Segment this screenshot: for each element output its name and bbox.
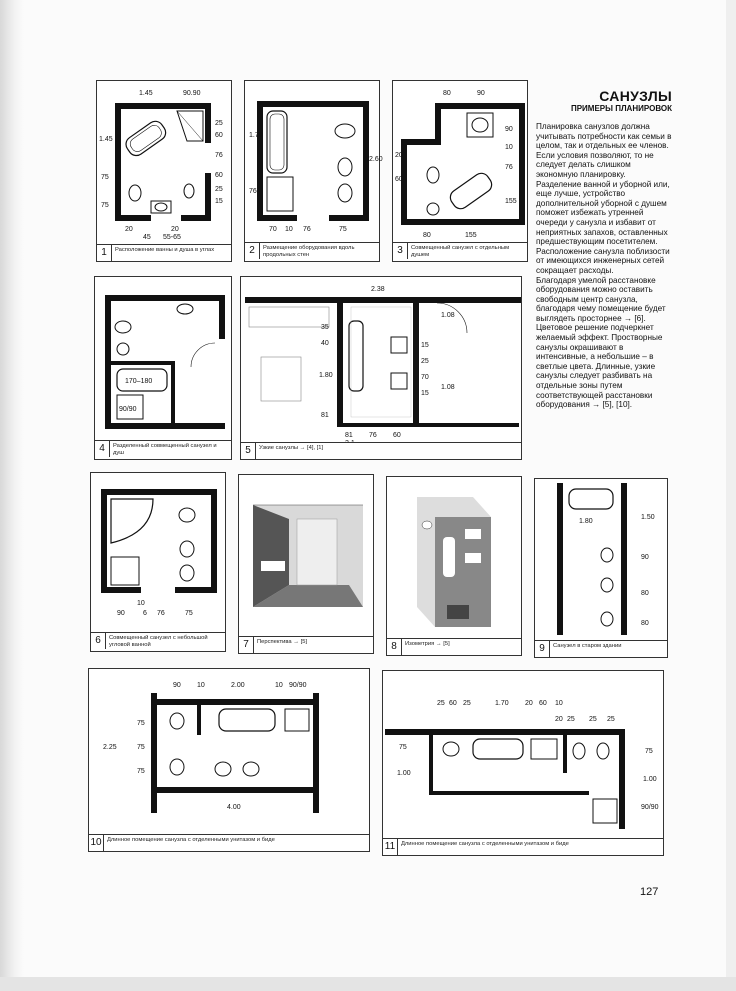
figure-number: 10 xyxy=(89,835,104,851)
dimension-label: 1.00 xyxy=(397,770,411,777)
dimension-label: 40 xyxy=(321,340,329,347)
figure-caption-text: Узкие санузлы → [4], [1] xyxy=(259,445,324,451)
figure-number: 3 xyxy=(393,243,408,259)
figure-number: 5 xyxy=(241,443,256,459)
dimension-label: 76 xyxy=(303,226,311,233)
figure-caption xyxy=(89,834,369,851)
floor-plan-drawing xyxy=(245,81,381,247)
figure-caption-text: Длинное помещение санузла с отделенными унитазом и биде xyxy=(107,837,275,843)
dimension-label: 76 xyxy=(249,188,257,195)
figure-caption xyxy=(239,636,373,653)
dimension-label: 20 xyxy=(395,152,403,159)
figure-caption-text: Совмещенный санузел с отдельным душем xyxy=(411,245,510,258)
figure-caption-text: Расположение ванны и душа в углах xyxy=(115,247,215,253)
figure-caption xyxy=(95,440,231,459)
dimension-label: 76 xyxy=(215,152,223,159)
dimension-label: 10 xyxy=(555,700,563,707)
dimension-label: 1.45 xyxy=(139,90,153,97)
dimension-label: 2.38 xyxy=(371,286,385,293)
dimension-label: 2.00 xyxy=(231,682,245,689)
dimension-label: 25 xyxy=(589,716,597,723)
dimension-label: 25 xyxy=(215,186,223,193)
dimension-label: 1.80 xyxy=(319,372,333,379)
dimension-label: 170–180 xyxy=(125,378,153,385)
figure-caption-text: Размещение оборудования вдоль продольных стен xyxy=(263,245,355,258)
dimension-label: 60 xyxy=(215,132,223,139)
isometric-drawing xyxy=(387,477,523,641)
dimension-label: 75 xyxy=(399,744,407,751)
dimension-label: 90 xyxy=(505,126,513,133)
dimension-label: 10 xyxy=(275,682,283,689)
figure-caption-text: Разделенный совмещенный санузел и душ xyxy=(113,443,217,456)
dimension-label: 75 xyxy=(137,768,145,775)
dimension-label: 2.60 xyxy=(369,156,383,163)
dimension-label: 10 xyxy=(197,682,205,689)
dimension-label: 2.25 xyxy=(103,744,117,751)
dimension-label: 1.00 xyxy=(643,776,657,783)
floor-plan-drawing xyxy=(383,671,665,841)
dimension-label: 25 xyxy=(215,120,223,127)
figure-caption xyxy=(245,242,379,261)
floor-plan-drawing xyxy=(97,81,233,247)
dimension-label: 75 xyxy=(137,720,145,727)
dimension-label: 25 xyxy=(567,716,575,723)
dimension-label: 155 xyxy=(465,232,477,239)
section-title: САНУЗЛЫ xyxy=(599,88,672,104)
dimension-label: 75 xyxy=(185,610,193,617)
figure-9 xyxy=(534,478,668,658)
dimension-label: 10 xyxy=(505,144,513,151)
dimension-label: 75 xyxy=(101,202,109,209)
dimension-label: 76 xyxy=(505,164,513,171)
dimension-label: 1.08 xyxy=(441,312,455,319)
dimension-label: 1.45 xyxy=(99,136,113,143)
floor-plan-drawing xyxy=(91,473,227,637)
page-binding-shadow xyxy=(0,0,24,991)
dimension-label: 35 xyxy=(321,324,329,331)
dimension-label: 1.70 xyxy=(249,132,263,139)
figure-number: 8 xyxy=(387,639,402,655)
figure-4 xyxy=(94,276,232,460)
dimension-label: 20 xyxy=(555,716,563,723)
paragraph: Если условия позволяют, то не следует делать слишком экономную планировку. xyxy=(536,150,654,179)
floor-plan-drawing xyxy=(95,277,233,445)
figure-caption xyxy=(393,242,527,261)
floor-plan-drawing xyxy=(89,669,371,837)
dimension-label: 10 xyxy=(137,600,145,607)
dimension-label: 75 xyxy=(645,748,653,755)
figure-11 xyxy=(382,670,664,856)
figure-5 xyxy=(240,276,522,460)
figure-10 xyxy=(88,668,370,852)
dimension-label: 90 xyxy=(641,554,649,561)
figure-caption-text: Санузел в старом здании xyxy=(553,643,622,649)
dimension-label: 90.90 xyxy=(183,90,201,97)
dimension-label: 90 xyxy=(117,610,125,617)
dimension-label: 55-65 xyxy=(163,234,181,241)
figure-number: 7 xyxy=(239,637,254,653)
figure-3 xyxy=(392,80,528,262)
dimension-label: 20 xyxy=(125,226,133,233)
figure-caption xyxy=(535,640,667,657)
dimension-label: 20 xyxy=(171,226,179,233)
figure-caption-text: Совмещенный санузел с небольшой угловой ванной xyxy=(109,635,208,648)
figure-number: 6 xyxy=(91,633,106,649)
figure-caption xyxy=(91,632,225,651)
dimension-label: 25 xyxy=(463,700,471,707)
paragraph: Расположение санузла поблизости от имеющихся инженерных сетей сокращает расходы. xyxy=(536,246,670,275)
dimension-label: 80 xyxy=(423,232,431,239)
dimension-label: 25 xyxy=(437,700,445,707)
figure-2 xyxy=(244,80,383,262)
dimension-label: 60 xyxy=(449,700,457,707)
page-number: 127 xyxy=(640,886,659,898)
dimension-label: 90/90 xyxy=(119,406,137,413)
floor-plan-drawing xyxy=(393,81,529,247)
figure-8 xyxy=(386,476,522,656)
figure-number: 11 xyxy=(383,839,398,855)
dimension-label: 90/90 xyxy=(289,682,307,689)
dimension-label: 60 xyxy=(539,700,547,707)
figure-caption xyxy=(97,244,231,261)
dimension-label: 10 xyxy=(285,226,293,233)
dimension-label: 1.50 xyxy=(641,514,655,521)
figure-1 xyxy=(96,80,232,262)
paragraph: Цветовое решение подчеркнет желаемый эффект. Простворные санузлы окрашивают в интенсивные, а небольшие – в светлые цвета. Длинные, узкие санузлы следует разбивать на отдельные зоны путем соответствующей расстановки оборудования → [5], [10]. xyxy=(536,323,663,410)
dimension-label: 4.00 xyxy=(227,804,241,811)
dimension-label: 90 xyxy=(477,90,485,97)
dimension-label: 80 xyxy=(641,590,649,597)
floor-plan-drawing xyxy=(535,479,669,643)
perspective-drawing xyxy=(239,475,375,639)
dimension-label: 155 xyxy=(505,198,517,205)
figure-caption-text: Перспектива → [5] xyxy=(257,639,308,645)
dimension-label: 25 xyxy=(607,716,615,723)
dimension-label: 81 xyxy=(321,412,329,419)
dimension-label: 45 xyxy=(143,234,151,241)
figure-7 xyxy=(238,474,374,654)
dimension-label: 20 xyxy=(525,700,533,707)
figure-number: 1 xyxy=(97,245,112,261)
dimension-label: 75 xyxy=(137,744,145,751)
floor-plan-drawing xyxy=(241,277,523,445)
dimension-label: 75 xyxy=(101,174,109,181)
dimension-label: 25 xyxy=(421,358,429,365)
section-subtitle: ПРИМЕРЫ ПЛАНИРОВОК xyxy=(570,104,672,113)
dimension-label: 81 xyxy=(345,432,353,439)
figure-number: 2 xyxy=(245,243,260,259)
figure-caption xyxy=(387,638,521,655)
dimension-label: 80 xyxy=(641,620,649,627)
figure-6 xyxy=(90,472,226,652)
dimension-label: 1.70 xyxy=(495,700,509,707)
dimension-label: 76 xyxy=(369,432,377,439)
dimension-label: 75 xyxy=(339,226,347,233)
paragraph: Планировка санузлов должна учитывать потребности как семьи в целом, так и отдельных ее членов. xyxy=(536,122,672,151)
dimension-label: 6 xyxy=(143,610,147,617)
figure-caption xyxy=(241,442,521,459)
figure-caption xyxy=(383,838,663,855)
body-text xyxy=(536,122,672,410)
dimension-label: 15 xyxy=(421,342,429,349)
paragraph: Благодаря умелой расстановке оборудования можно оставить свободным центр санузла, благодаря чему помещение будет выглядеть просторнее → [6]. xyxy=(536,275,666,323)
dimension-label: 90 xyxy=(173,682,181,689)
dimension-label: 60 xyxy=(215,172,223,179)
figure-number: 9 xyxy=(535,641,550,657)
dimension-label: 90/90 xyxy=(641,804,659,811)
dimension-label: 15 xyxy=(421,390,429,397)
paragraph: Разделение ванной и уборной или, еще лучше, устройство дополнительной уборной с душем поможет избежать утренней очереди у санузла и избавит от неприятных запахов, оставленных предшествующим посетителем. xyxy=(536,179,670,247)
figure-number: 4 xyxy=(95,441,110,457)
page-bottom-edge xyxy=(0,977,736,991)
dimension-label: 80 xyxy=(443,90,451,97)
dimension-label: 70 xyxy=(269,226,277,233)
page-edge xyxy=(726,0,736,991)
dimension-label: 15 xyxy=(215,198,223,205)
figure-caption-text: Длинное помещение санузла с отделенными унитазом и биде xyxy=(401,841,569,847)
dimension-label: 60 xyxy=(395,176,403,183)
dimension-label: 60 xyxy=(393,432,401,439)
dimension-label: 1.80 xyxy=(579,518,593,525)
figure-caption-text: Изометрия → [5] xyxy=(405,641,450,647)
dimension-label: 1.08 xyxy=(441,384,455,391)
dimension-label: 70 xyxy=(421,374,429,381)
dimension-label: 76 xyxy=(157,610,165,617)
